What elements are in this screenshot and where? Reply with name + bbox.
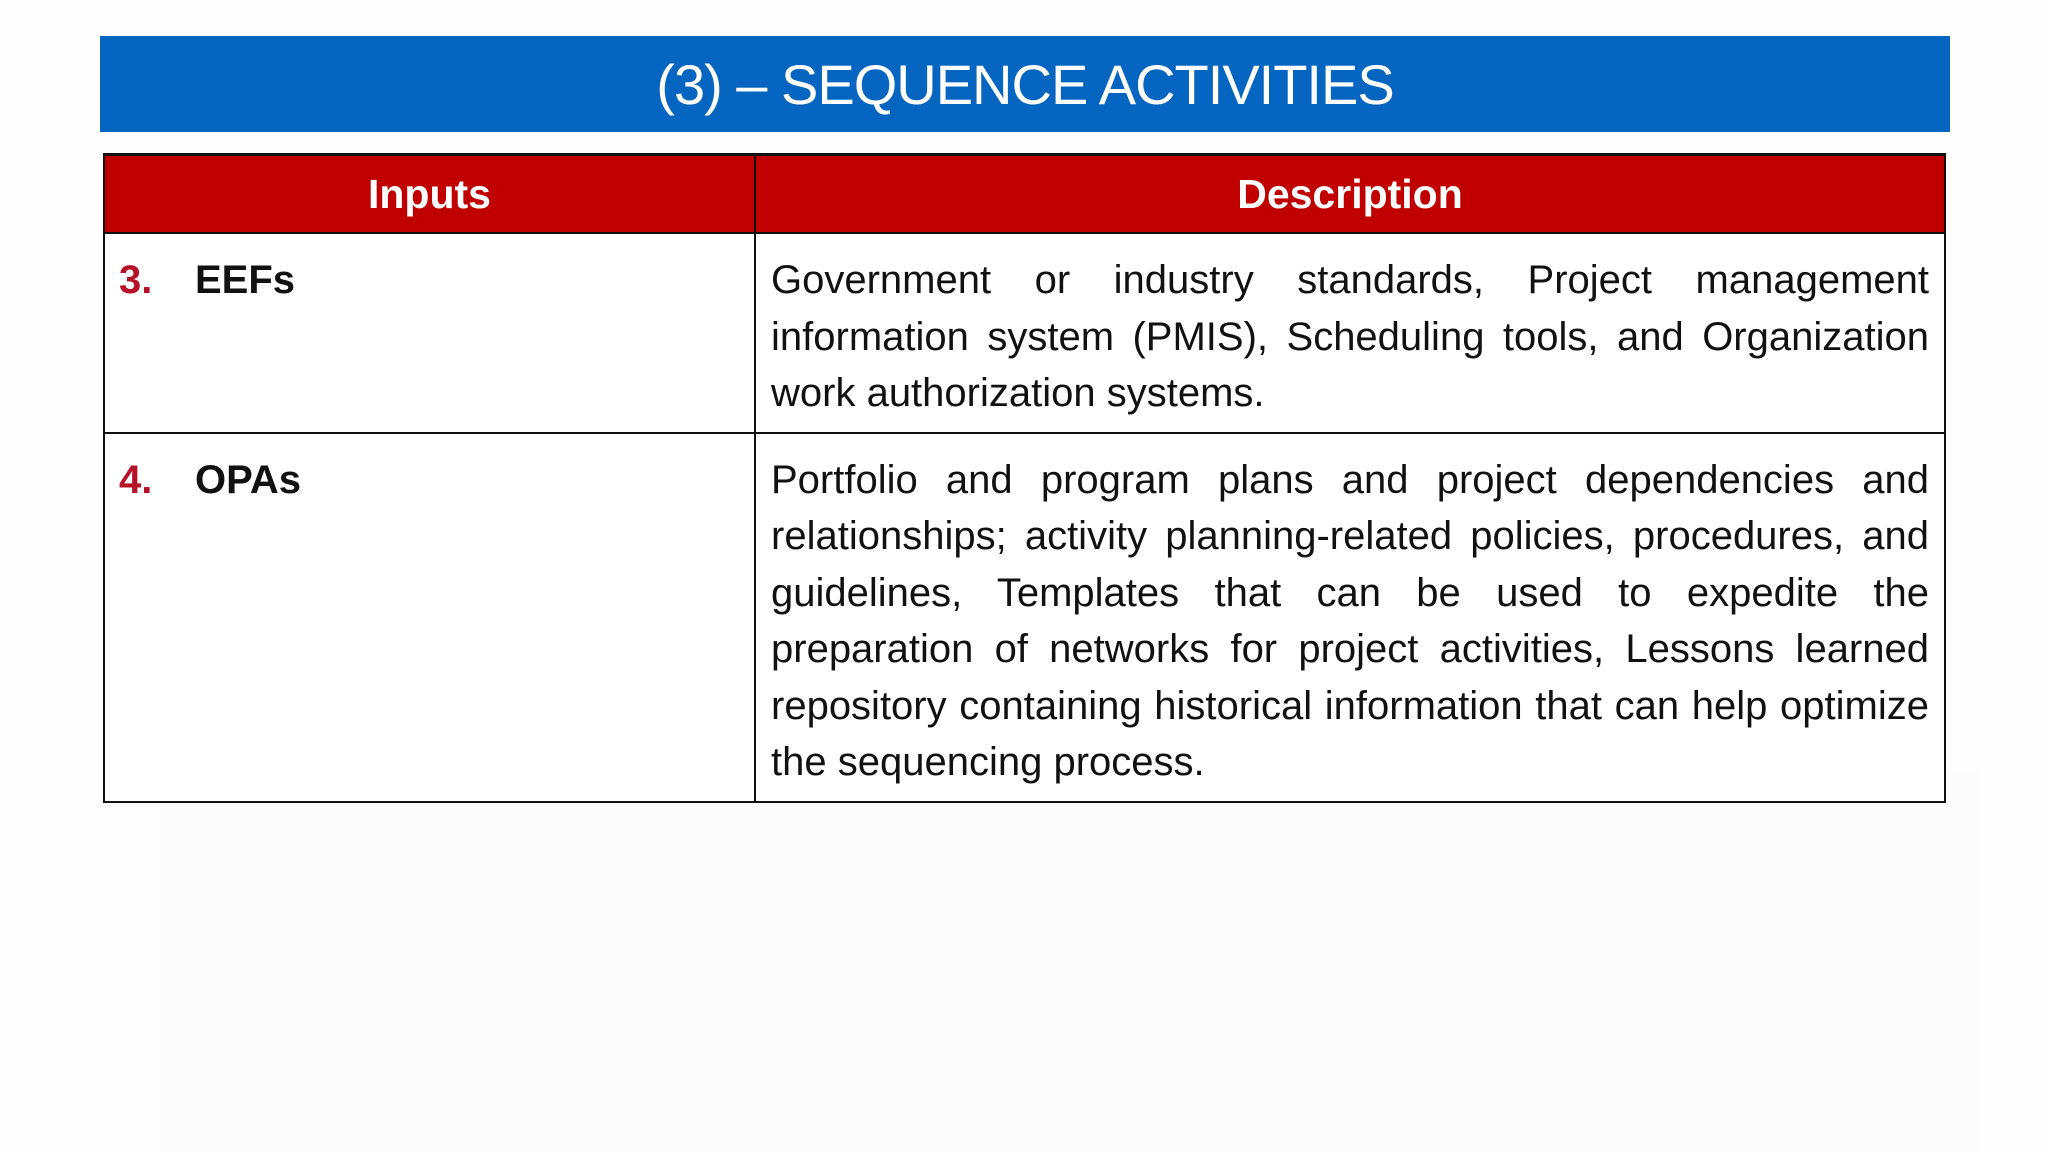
item-number: 3. bbox=[119, 258, 153, 302]
slide-title-text: (3) – SEQUENCE ACTIVITIES bbox=[656, 52, 1394, 116]
description-eefs: Government or industry standards, Project management information system (PMIS), Scheduling tools, and Organization work authorization systems. bbox=[755, 233, 1945, 433]
slide-background-panel bbox=[160, 770, 1980, 1152]
description-opas: Portfolio and program plans and project dependencies and relationships; activity planning-related policies, procedures, and guidelines, Templates that can be used to expedite the preparation of networks for project activities, Lessons learned repository containing historical information that can help optimize the sequencing process. bbox=[755, 433, 1945, 802]
input-label-eefs: EEFs bbox=[195, 258, 296, 302]
input-cell-opas bbox=[104, 433, 755, 802]
input-cell-eefs bbox=[104, 233, 755, 433]
table-row bbox=[104, 433, 1945, 802]
header-description: Description bbox=[755, 155, 1945, 234]
table-header-row bbox=[104, 155, 1945, 234]
slide-title bbox=[100, 36, 1950, 132]
header-inputs: Inputs bbox=[104, 155, 755, 234]
table-row bbox=[104, 233, 1945, 433]
item-number: 4. bbox=[119, 457, 153, 502]
input-label-opas: OPAs bbox=[195, 457, 301, 502]
inputs-table bbox=[103, 153, 1946, 803]
